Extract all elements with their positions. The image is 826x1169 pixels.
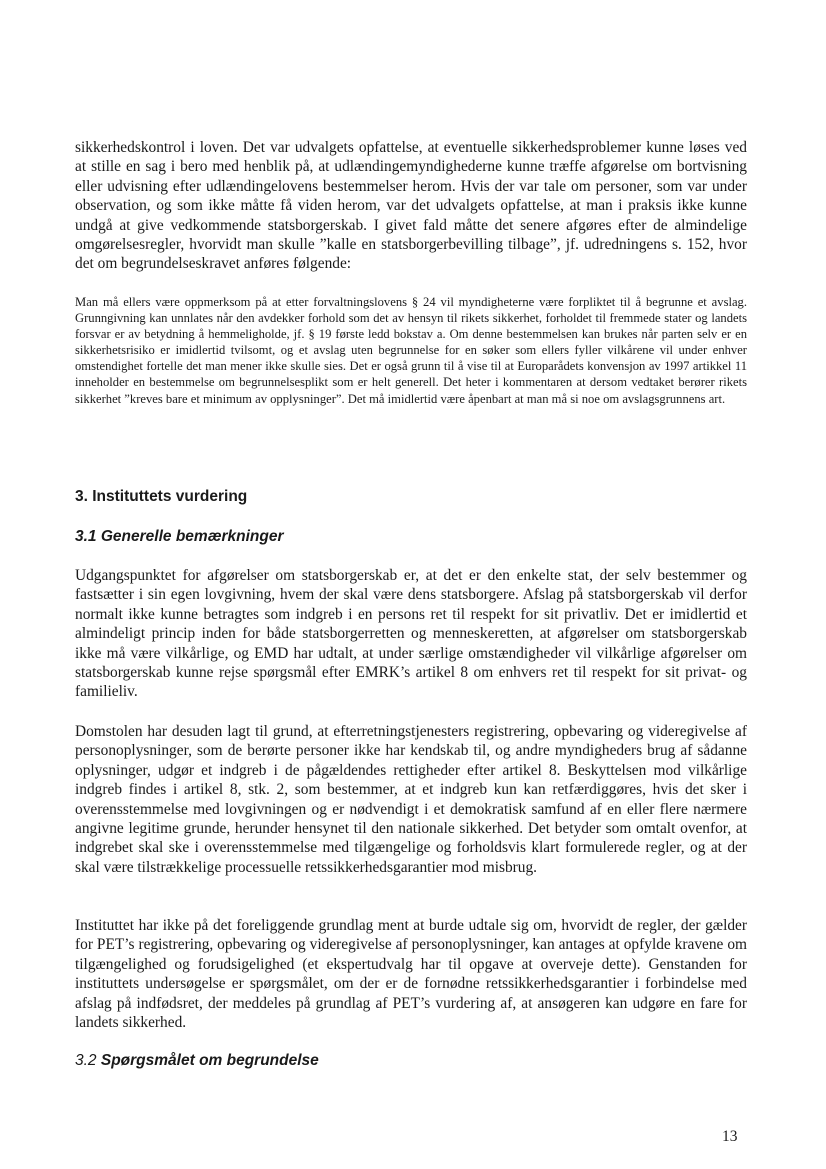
intro-paragraph: sikkerhedskontrol i loven. Det var udvalgets opfattelse, at eventuelle sikkerhedsproblemer kunne løses ved at stille en sag i bero med henblik på, at udlændingemyndighederne kunne træffe afgørelse om bortvisning eller udvisning efter udlændingelovens bestemmelser herom. Hvis der var tale om personer, som var under observation, og som ikke måtte få viden herom, var det udvalgets opfattelse, at man i praksis ikke kunne undgå at give vedkommende statsborgerskab. I givet fald måtte det senere afgøres efter de almindelige omgørelsesregler, hvorvidt man skulle ”kalle en statsborgerbevilling tilbage”, jf. udredningens s. 152, hvor det om begrundelseskravet anføres følgende: (75, 139, 747, 273)
page-number: 13 (722, 1128, 738, 1145)
section-3-2-title: Spørgsmålet om begrundelse (100, 1052, 319, 1069)
paragraph-3: Instituttet har ikke på det foreliggende grundlag ment at burde udtale sig om, hvorvidt de regler, der gælder for PET’s registrering, opbevaring og videregivelse af personoplysninger, kan antages at opfylde kravene om tilgængelighed og forudsigelighed (et ekspertudvalg har til opgave at overveje dette). Genstanden for instituttets undersøgelse er spørgsmålet, om der er de fornødne retssikkerhedsgarantier i forbindelse med afslag på indfødsret, der meddeles på grundlag af PET’s vurdering af, at ansøgeren kan udgøre en fare for landets sikkerhed. (75, 917, 747, 1032)
section-3-heading (75, 488, 247, 506)
section-3-title: Instituttets vurdering (92, 488, 248, 505)
paragraph-2: Domstolen har desuden lagt til grund, at efterretningstjenesters registrering, opbevaring og videregivelse af personoplysninger, som de berørte personer ikke har kendskab til, og andre myndigheders brug af sådanne oplysninger, udgør et indgreb i de pågældendes rettigheder efter artikel 8. Beskyttelsen mod vilkårlige indgreb findes i artikel 8, stk. 2, som bestemmer, at et indgreb kun kan retfærdiggøres, hvis det sker i overensstemmelse med lovgivningen og er nødvendigt i et demokratisk samfund af en eller flere nærmere angivne legitime grunde, herunder hensynet til den nationale sikkerhed. Det betyder som omtalt ovenfor, at indgrebet skal ske i overensstemmelse med tilgængelige og forholdsvis klart formulerede regler, og at der skal være tilstrækkelige processuelle retssikkerhedsgarantier mod misbrug. (75, 723, 747, 876)
section-3-1-title: Generelle bemærkninger (100, 528, 284, 545)
paragraph-1: Udgangspunktet for afgørelser om statsborgerskab er, at det er den enkelte stat, der selv bestemmer og fastsætter i sin egen lovgivning, hvem der skal være dens statsborgere. Afslag på statsborgerskab vil derfor normalt ikke kunne betragtes som indgreb i en persons ret til respekt for sit privatliv. Det er imidlertid et almindeligt princip inden for både statsborgerretten og menneskeretten, at afgørelser om statsborgerskab ikke må være vilkårlige, og EMD har udtalt, at under særlige omstændigheder vil vilkårlige afgørelser om statsborgerskab kunne rejse spørgsmål efter EMRK’s artikel 8 om enhvers ret til respekt for sit privat- og familieliv. (75, 567, 747, 701)
section-3-2-number: 3.2 (75, 1052, 97, 1069)
section-3-2-heading (75, 1052, 319, 1070)
section-3-number: 3. (75, 488, 88, 505)
block-quote: Man må ellers være oppmerksom på at etter forvaltningslovens § 24 vil myndigheterne være forpliktet til å begrunne et avslag. Grunngivning kan unnlates når den avdekker forhold som det av hensyn til rikets sikkerhet, forholdet til fremmede stater og landets forsvar er av betydning å hemmeligholde, jf. § 19 første ledd bokstav a. Om denne bestemmelsen kan brukes når parten selv er en sikkerhetsrisiko er imidlertid tvilsomt, og et avslag uten begrunnelse for en søker som ellers fyller vilkårene vil under enhver omstendighet fortelle det man mener ikke skulle sies. Det er også grunn til å vise til at Europarådets konvensjon av 1997 artikkel 11 inneholder en bestemmelse om begrunnelsesplikt som er helt generell. Det heter i kommentaren at dersom vedtaket berører rikets sikkerhet ”kreves bare et minimum av opplysninger”. Det må imidlertid være åpenbart at man må si noe om avslagsgrunnens art. (75, 295, 747, 406)
section-3-1-heading (75, 528, 284, 546)
section-3-1-number: 3.1 (75, 528, 97, 545)
